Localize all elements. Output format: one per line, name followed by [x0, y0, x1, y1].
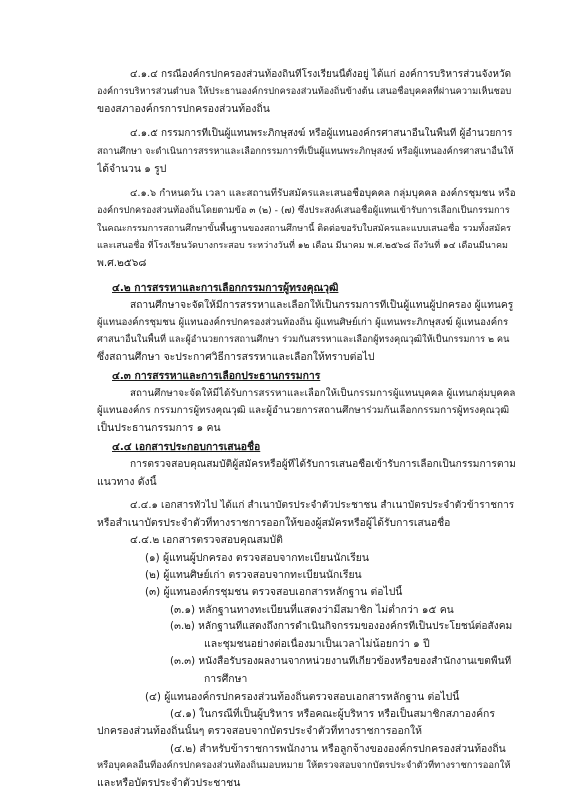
text-line: ๔.๑.๔ กรณีองค์กรปกครองส่วนท้องถิ่นที่โรงเรียนนี้ตั้งอยู่ ได้แก่ องค์การบริหารส่วนจังหวัด	[130, 69, 512, 80]
text-line: และเสนอชื่อ ที่โรงเรียนวัดบางกระสอบ ระหว่างวันที่ ๑๒ เดือน มีนาคม พ.ศ.๒๕๖๘ ถึงวันที่ ๑๔ เดือนมีนาคม	[97, 241, 508, 251]
text-line: ศาสนาอื่นในพื้นที่ และผู้อำนวยการสถานศึกษา ร่วมกันสรรหาและเลือกผู้ทรงคุณวุฒิให้เป็นกรรมการ ๒ คน	[97, 334, 510, 345]
text-line: และหรือบัตรประจำตัวประชาชน	[97, 777, 241, 789]
text-line: ๔.๔.๑ เอกสารทั่วไป ได้แก่ สำเนาบัตรประจำตัวประชาชน สำเนาบัตรประจำตัวข้าราชการ	[130, 500, 515, 511]
text-line: ผู้แทนองค์กร กรรมการผู้ทรงคุณวุฒิ และผู้อำนวยการสถานศึกษาร่วมกันเลือกกรรมการผู้ทรงคุณวุฒิ	[97, 405, 510, 416]
text-line: หรือสำเนาบัตรประจำตัวที่ทางราชการออกให้ของผู้สมัครหรือผู้ได้รับการเสนอชื่อ	[97, 517, 451, 529]
text-line: ๔.๑.๖ กำหนดวัน เวลา และสถานที่รับสมัครและเสนอชื่อบุคคล กลุ่มบุคคล องค์กรชุมชน หรือ	[130, 188, 516, 199]
text-line: สถานศึกษาจะจัดให้มีการสรรหาและเลือกให้เป็นกรรมการที่เป็นผู้แทนผู้ปกครอง ผู้แทนครู	[130, 300, 514, 311]
section-heading: ๔.๔ เอกสารประกอบการเสนอชื่อ	[112, 441, 261, 453]
text-line: แนวทาง ดังนี้	[97, 476, 157, 488]
list-item: (๒) ผู้แทนศิษย์เก่า ตรวจสอบจากทะเบียนนักเรียน	[145, 569, 362, 581]
text-line: สถานศึกษา จะดำเนินการสรรหาและเลือกกรรมการที่เป็นผู้แทนพระภิกษุสงฆ์ หรือผู้แทนองค์กรศาสนาอื่นให้	[97, 146, 514, 157]
list-item: (๓) ผู้แทนองค์กรชุมชน ตรวจสอบเอกสารหลักฐาน ต่อไปนี้	[145, 586, 403, 598]
list-item: (๓.๑) หลักฐานทางทะเบียนที่แสดงว่ามีสมาชิก ไม่ต่ำกว่า ๑๕ คน	[170, 604, 454, 616]
text-line: สถานศึกษาจะจัดให้มีได้รับการสรรหาและเลือกให้เป็นกรรมการผู้แทนบุคคล ผู้แทนกลุ่มบุคคล	[130, 388, 516, 399]
text-line: ปกครองส่วนท้องถิ่นนั้นๆ ตรวจสอบจากบัตรประจำตัวที่ทางราชการออกให้	[97, 725, 422, 737]
text-line: ๔.๑.๕ กรรมการที่เป็นผู้แทนพระภิกษุสงฆ์ หรือผู้แทนองค์กรศาสนาอื่นในพื้นที่ ผู้อำนวยการ	[130, 128, 513, 139]
text-line: ในคณะกรรมการสถานศึกษาขั้นพื้นฐานของสถานศึกษานี้ ติดต่อขอรับใบสมัครและแบบเสนอชื่อ รวมทั้งสมัคร	[97, 224, 511, 234]
list-item: (๔.๒) สำหรับข้าราชการพนักงาน หรือลูกจ้างขององค์กรปกครองส่วนท้องถิ่น	[170, 743, 506, 755]
text-line: ได้จำนวน ๑ รูป	[97, 163, 167, 175]
text-line: องค์การบริหารส่วนตำบล ให้ประธานองค์กรปกครองส่วนท้องถิ่นข้างต้น เสนอชื่อบุคคลที่ผ่านความเห็นชอบ	[97, 86, 512, 97]
list-item: (๓.๒) หลักฐานที่แสดงถึงการดำเนินกิจกรรมขององค์กรที่เป็นประโยชน์ต่อสังคม	[170, 621, 513, 632]
text-line: ๔.๔.๒ เอกสารตรวจสอบคุณสมบัติ	[130, 534, 283, 546]
list-item: (๔) ผู้แทนองค์กรปกครองส่วนท้องถิ่นตรวจสอบเอกสารหลักฐาน ต่อไปนี้	[145, 691, 460, 703]
text-line: การตรวจสอบคุณสมบัติผู้สมัครหรือผู้ที่ได้รับการเสนอชื่อเข้ารับการเลือกเป็นกรรมการตาม	[130, 459, 516, 470]
text-line: ซึ่งสถานศึกษา จะประกาศวิธีการสรรหาและเลือกให้ทราบต่อไป	[97, 351, 375, 363]
text-line: องค์กรปกครองส่วนท้องถิ่นโดยตามข้อ ๓ (๒) - (๗) ซึ่งประสงค์เสนอชื่อผู้แทนเข้ารับการเลือกเป็นกรรมการ	[97, 205, 510, 216]
text-line: พ.ศ.๒๕๖๘	[97, 257, 147, 269]
section-heading: ๔.๓ การสรรหาและการเลือกประธานกรรมการ	[112, 370, 321, 382]
text-line: การศึกษา	[204, 673, 248, 685]
list-item: (๔.๑) ในกรณีที่เป็นผู้บริหาร หรือคณะผู้บริหาร หรือเป็นสมาชิกสภาองค์กร	[170, 708, 495, 720]
text-line: และชุมชนอย่างต่อเนื่องมาเป็นเวลาไม่น้อยกว่า ๑ ปี	[204, 638, 430, 650]
text-line: หรือบุคคลอื่นที่องค์กรปกครองส่วนท้องถิ่นมอบหมาย ให้ตรวจสอบจากบัตรประจำตัวที่ทางราชการออกให้	[97, 760, 511, 771]
text-line: ของสภาองค์กรการปกครองส่วนท้องถิ่น	[97, 103, 270, 115]
text-line: เป็นประธานกรรมการ ๑ คน	[97, 422, 221, 434]
section-heading: ๔.๒ การสรรหาและการเลือกกรรมการผู้ทรงคุณวุฒิ	[112, 282, 339, 294]
list-item: (๑) ผู้แทนผู้ปกครอง ตรวจสอบจากทะเบียนนักเรียน	[145, 552, 369, 564]
text-line: ผู้แทนองค์กรชุมชน ผู้แทนองค์กรปกครองส่วนท้องถิ่น ผู้แทนศิษย์เก่า ผู้แทนพระภิกษุสงฆ์ ผู้แทนองค์กร	[97, 317, 509, 328]
list-item: (๓.๓) หนังสือรับรองผลงานจากหน่วยงานที่เกี่ยวข้องหรือของสำนักงานเขตพื้นที่	[170, 656, 512, 667]
